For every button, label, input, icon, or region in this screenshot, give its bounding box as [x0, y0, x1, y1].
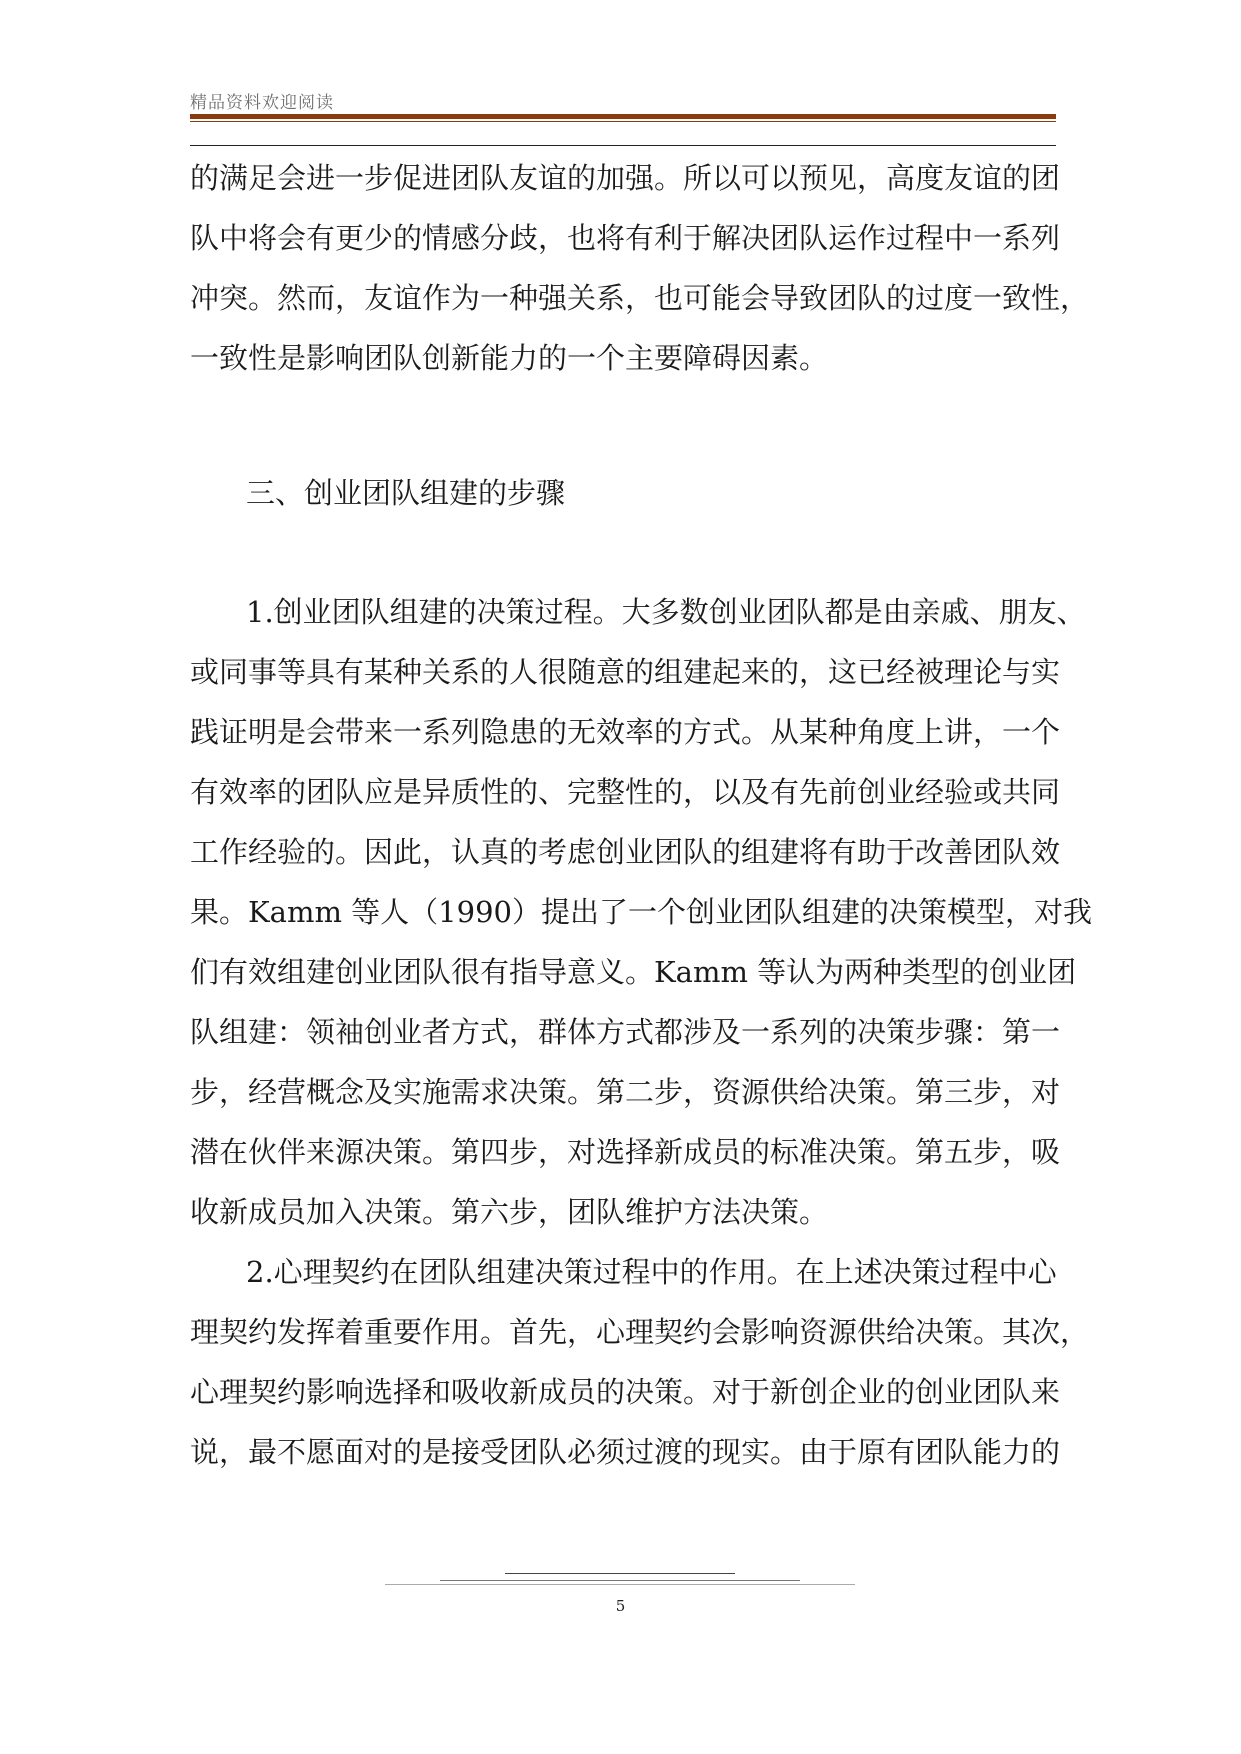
footer-rule-bottom	[385, 1584, 855, 1585]
text-line: 2.心理契约在团队组建决策过程中的作用。在上述决策过程中心	[246, 1255, 1057, 1289]
text-line: 心理契约影响选择和吸收新成员的决策。对于新创企业的创业团队来	[190, 1375, 1061, 1409]
text-line: 步，经营概念及实施需求决策。第二步，资源供给决策。第三步，对	[190, 1075, 1061, 1109]
text-line: 们有效组建创业团队很有指导意义。Kamm 等认为两种类型的创业团	[190, 955, 1077, 989]
footer-rule-middle	[440, 1580, 800, 1581]
header-rule-black	[190, 145, 1056, 146]
text-line: 理契约发挥着重要作用。首先，心理契约会影响资源供给决策。其次，	[190, 1315, 1090, 1349]
page-number: 5	[615, 1597, 626, 1615]
text-line: 队中将会有更少的情感分歧，也将有利于解决团队运作过程中一系列	[190, 221, 1061, 255]
text-line: 1.创业团队组建的决策过程。大多数创业团队都是由亲戚、朋友、	[246, 595, 1086, 629]
header-rule-thin	[190, 121, 1056, 122]
header-title: 精品资料欢迎阅读	[190, 93, 334, 113]
text-line: 工作经验的。因此，认真的考虑创业团队的组建将有助于改善团队效	[190, 835, 1061, 869]
text-line: 队组建：领袖创业者方式，群体方式都涉及一系列的决策步骤：第一	[190, 1015, 1061, 1049]
text-line: 冲突。然而，友谊作为一种强关系，也可能会导致团队的过度一致性，	[190, 281, 1090, 315]
text-line: 一致性是影响团队创新能力的一个主要障碍因素。	[190, 341, 829, 375]
text-line: 说，最不愿面对的是接受团队必须过渡的现实。由于原有团队能力的	[190, 1435, 1061, 1469]
text-line: 果。Kamm 等人（1990）提出了一个创业团队组建的决策模型，对我	[190, 895, 1092, 929]
text-line: 有效率的团队应是异质性的、完整性的，以及有先前创业经验或共同	[190, 775, 1061, 809]
footer-rule-top	[505, 1573, 735, 1574]
text-line: 的满足会进一步促进团队友谊的加强。所以可以预见，高度友谊的团	[190, 161, 1061, 195]
text-line: 或同事等具有某种关系的人很随意的组建起来的，这已经被理论与实	[190, 655, 1061, 689]
text-line: 践证明是会带来一系列隐患的无效率的方式。从某种角度上讲，一个	[190, 715, 1061, 749]
text-line: 收新成员加入决策。第六步，团队维护方法决策。	[190, 1195, 829, 1229]
text-line: 潜在伙伴来源决策。第四步，对选择新成员的标准决策。第五步，吸	[190, 1135, 1061, 1169]
header-rule-thick	[190, 114, 1056, 119]
section-heading: 三、创业团队组建的步骤	[246, 476, 566, 510]
